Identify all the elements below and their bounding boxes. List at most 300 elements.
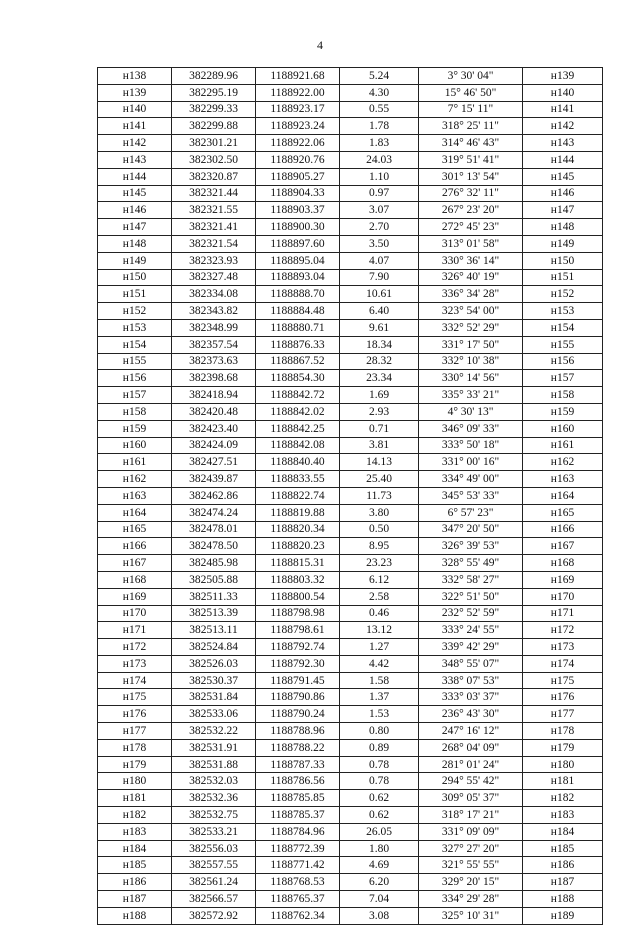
distance-cell: 10.61: [340, 286, 419, 303]
point-from-cell: н147: [98, 219, 172, 236]
point-to-cell: н189: [523, 907, 603, 924]
table-row: [98, 538, 603, 555]
point-from-cell: н145: [98, 185, 172, 202]
bearing-cell: 318° 25' 11": [419, 118, 523, 135]
y-coordinate-cell: 1188762.34: [256, 907, 340, 924]
point-from-cell: н177: [98, 723, 172, 740]
bearing-cell: 332° 10' 38": [419, 353, 523, 370]
table-row: [98, 739, 603, 756]
table-row: [98, 487, 603, 504]
bearing-cell: 348° 55' 07": [419, 655, 523, 672]
point-from-cell: н181: [98, 790, 172, 807]
table-row: [98, 639, 603, 656]
y-coordinate-cell: 1188800.54: [256, 588, 340, 605]
point-from-cell: н152: [98, 303, 172, 320]
y-coordinate-cell: 1188920.76: [256, 151, 340, 168]
x-coordinate-cell: 382532.03: [172, 773, 256, 790]
point-from-cell: н186: [98, 874, 172, 891]
x-coordinate-cell: 382505.88: [172, 571, 256, 588]
point-to-cell: н152: [523, 286, 603, 303]
distance-cell: 2.58: [340, 588, 419, 605]
point-to-cell: н180: [523, 756, 603, 773]
table-row: [98, 286, 603, 303]
distance-cell: 4.07: [340, 252, 419, 269]
distance-cell: 14.13: [340, 454, 419, 471]
table-row: [98, 403, 603, 420]
point-to-cell: н162: [523, 454, 603, 471]
bearing-cell: 294° 55' 42": [419, 773, 523, 790]
table-row: [98, 336, 603, 353]
table-row: [98, 437, 603, 454]
distance-cell: 23.23: [340, 555, 419, 572]
y-coordinate-cell: 1188785.85: [256, 790, 340, 807]
x-coordinate-cell: 382556.03: [172, 840, 256, 857]
y-coordinate-cell: 1188923.24: [256, 118, 340, 135]
x-coordinate-cell: 382323.93: [172, 252, 256, 269]
distance-cell: 0.62: [340, 807, 419, 824]
distance-cell: 3.80: [340, 504, 419, 521]
bearing-cell: 247° 16' 12": [419, 723, 523, 740]
y-coordinate-cell: 1188922.06: [256, 135, 340, 152]
y-coordinate-cell: 1188842.08: [256, 437, 340, 454]
table-row: [98, 672, 603, 689]
table-row: [98, 857, 603, 874]
distance-cell: 3.08: [340, 907, 419, 924]
x-coordinate-cell: 382295.19: [172, 84, 256, 101]
bearing-cell: 325° 10' 31": [419, 907, 523, 924]
bearing-cell: 335° 33' 21": [419, 387, 523, 404]
table-row: [98, 840, 603, 857]
y-coordinate-cell: 1188784.96: [256, 823, 340, 840]
x-coordinate-cell: 382533.21: [172, 823, 256, 840]
y-coordinate-cell: 1188893.04: [256, 269, 340, 286]
x-coordinate-cell: 382532.75: [172, 807, 256, 824]
distance-cell: 1.10: [340, 168, 419, 185]
point-from-cell: н162: [98, 471, 172, 488]
point-to-cell: н158: [523, 387, 603, 404]
x-coordinate-cell: 382373.63: [172, 353, 256, 370]
y-coordinate-cell: 1188785.37: [256, 807, 340, 824]
x-coordinate-cell: 382301.21: [172, 135, 256, 152]
y-coordinate-cell: 1188772.39: [256, 840, 340, 857]
bearing-cell: 7° 15' 11": [419, 101, 523, 118]
point-from-cell: н141: [98, 118, 172, 135]
x-coordinate-cell: 382398.68: [172, 370, 256, 387]
distance-cell: 0.78: [340, 756, 419, 773]
table-row: [98, 252, 603, 269]
point-from-cell: н172: [98, 639, 172, 656]
table-row: [98, 655, 603, 672]
point-to-cell: н186: [523, 857, 603, 874]
point-from-cell: н142: [98, 135, 172, 152]
distance-cell: 6.20: [340, 874, 419, 891]
table-row: [98, 269, 603, 286]
y-coordinate-cell: 1188790.24: [256, 706, 340, 723]
bearing-cell: 327° 27' 20": [419, 840, 523, 857]
table-row: [98, 151, 603, 168]
x-coordinate-cell: 382557.55: [172, 857, 256, 874]
y-coordinate-cell: 1188798.98: [256, 605, 340, 622]
x-coordinate-cell: 382533.06: [172, 706, 256, 723]
bearing-cell: 272° 45' 23": [419, 219, 523, 236]
point-from-cell: н140: [98, 101, 172, 118]
distance-cell: 0.71: [340, 420, 419, 437]
bearing-cell: 281° 01' 24": [419, 756, 523, 773]
x-coordinate-cell: 382531.91: [172, 739, 256, 756]
table-row: [98, 773, 603, 790]
distance-cell: 2.70: [340, 219, 419, 236]
point-from-cell: н153: [98, 319, 172, 336]
point-from-cell: н150: [98, 269, 172, 286]
table-row: [98, 521, 603, 538]
point-to-cell: н166: [523, 521, 603, 538]
x-coordinate-cell: 382532.22: [172, 723, 256, 740]
bearing-cell: 318° 17' 21": [419, 807, 523, 824]
bearing-cell: 326° 39' 53": [419, 538, 523, 555]
table-row: [98, 68, 603, 85]
bearing-cell: 333° 24' 55": [419, 622, 523, 639]
point-from-cell: н169: [98, 588, 172, 605]
point-to-cell: н151: [523, 269, 603, 286]
point-from-cell: н174: [98, 672, 172, 689]
y-coordinate-cell: 1188788.96: [256, 723, 340, 740]
x-coordinate-cell: 382418.94: [172, 387, 256, 404]
distance-cell: 1.69: [340, 387, 419, 404]
point-to-cell: н182: [523, 790, 603, 807]
point-to-cell: н159: [523, 403, 603, 420]
y-coordinate-cell: 1188904.33: [256, 185, 340, 202]
distance-cell: 5.24: [340, 68, 419, 85]
bearing-cell: 319° 51' 41": [419, 151, 523, 168]
point-from-cell: н180: [98, 773, 172, 790]
point-to-cell: н185: [523, 840, 603, 857]
bearing-cell: 334° 29' 28": [419, 891, 523, 908]
distance-cell: 26.05: [340, 823, 419, 840]
point-to-cell: н176: [523, 689, 603, 706]
distance-cell: 6.12: [340, 571, 419, 588]
x-coordinate-cell: 382348.99: [172, 319, 256, 336]
point-from-cell: н138: [98, 68, 172, 85]
point-to-cell: н184: [523, 823, 603, 840]
point-to-cell: н150: [523, 252, 603, 269]
y-coordinate-cell: 1188820.34: [256, 521, 340, 538]
point-from-cell: н164: [98, 504, 172, 521]
point-from-cell: н171: [98, 622, 172, 639]
table-row: [98, 235, 603, 252]
point-from-cell: н167: [98, 555, 172, 572]
bearing-cell: 3° 30' 04": [419, 68, 523, 85]
table-row: [98, 756, 603, 773]
point-from-cell: н144: [98, 168, 172, 185]
distance-cell: 0.80: [340, 723, 419, 740]
distance-cell: 8.95: [340, 538, 419, 555]
point-to-cell: н178: [523, 723, 603, 740]
point-to-cell: н173: [523, 639, 603, 656]
point-from-cell: н184: [98, 840, 172, 857]
x-coordinate-cell: 382531.84: [172, 689, 256, 706]
bearing-cell: 301° 13' 54": [419, 168, 523, 185]
table-row: [98, 907, 603, 924]
x-coordinate-cell: 382334.08: [172, 286, 256, 303]
distance-cell: 0.97: [340, 185, 419, 202]
y-coordinate-cell: 1188921.68: [256, 68, 340, 85]
x-coordinate-cell: 382320.87: [172, 168, 256, 185]
x-coordinate-cell: 382513.39: [172, 605, 256, 622]
point-to-cell: н183: [523, 807, 603, 824]
point-from-cell: н188: [98, 907, 172, 924]
distance-cell: 6.40: [340, 303, 419, 320]
distance-cell: 7.90: [340, 269, 419, 286]
table-row: [98, 387, 603, 404]
point-from-cell: н165: [98, 521, 172, 538]
y-coordinate-cell: 1188788.22: [256, 739, 340, 756]
y-coordinate-cell: 1188803.32: [256, 571, 340, 588]
point-to-cell: н175: [523, 672, 603, 689]
x-coordinate-cell: 382439.87: [172, 471, 256, 488]
bearing-cell: 345° 53' 33": [419, 487, 523, 504]
bearing-cell: 331° 00' 16": [419, 454, 523, 471]
y-coordinate-cell: 1188771.42: [256, 857, 340, 874]
bearing-cell: 323° 54' 00": [419, 303, 523, 320]
y-coordinate-cell: 1188854.30: [256, 370, 340, 387]
point-to-cell: н171: [523, 605, 603, 622]
distance-cell: 25.40: [340, 471, 419, 488]
point-from-cell: н170: [98, 605, 172, 622]
distance-cell: 1.78: [340, 118, 419, 135]
point-to-cell: н139: [523, 68, 603, 85]
x-coordinate-cell: 382321.41: [172, 219, 256, 236]
point-to-cell: н156: [523, 353, 603, 370]
point-to-cell: н145: [523, 168, 603, 185]
point-to-cell: н177: [523, 706, 603, 723]
bearing-cell: 236° 43' 30": [419, 706, 523, 723]
bearing-cell: 339° 42' 29": [419, 639, 523, 656]
x-coordinate-cell: 382289.96: [172, 68, 256, 85]
point-to-cell: н188: [523, 891, 603, 908]
point-from-cell: н158: [98, 403, 172, 420]
table-row: [98, 689, 603, 706]
distance-cell: 0.46: [340, 605, 419, 622]
point-to-cell: н157: [523, 370, 603, 387]
y-coordinate-cell: 1188786.56: [256, 773, 340, 790]
x-coordinate-cell: 382462.86: [172, 487, 256, 504]
point-from-cell: н155: [98, 353, 172, 370]
x-coordinate-cell: 382532.36: [172, 790, 256, 807]
x-coordinate-cell: 382566.57: [172, 891, 256, 908]
point-from-cell: н175: [98, 689, 172, 706]
point-to-cell: н179: [523, 739, 603, 756]
point-from-cell: н183: [98, 823, 172, 840]
distance-cell: 0.55: [340, 101, 419, 118]
table-row: [98, 807, 603, 824]
point-from-cell: н173: [98, 655, 172, 672]
x-coordinate-cell: 382530.37: [172, 672, 256, 689]
distance-cell: 9.61: [340, 319, 419, 336]
table-row: [98, 454, 603, 471]
x-coordinate-cell: 382485.98: [172, 555, 256, 572]
table-row: [98, 605, 603, 622]
y-coordinate-cell: 1188820.23: [256, 538, 340, 555]
x-coordinate-cell: 382561.24: [172, 874, 256, 891]
table-row: [98, 118, 603, 135]
point-from-cell: н176: [98, 706, 172, 723]
y-coordinate-cell: 1188790.86: [256, 689, 340, 706]
point-from-cell: н187: [98, 891, 172, 908]
y-coordinate-cell: 1188792.74: [256, 639, 340, 656]
table-row: [98, 588, 603, 605]
x-coordinate-cell: 382321.54: [172, 235, 256, 252]
y-coordinate-cell: 1188792.30: [256, 655, 340, 672]
table-row: [98, 622, 603, 639]
point-to-cell: н170: [523, 588, 603, 605]
point-from-cell: н179: [98, 756, 172, 773]
point-to-cell: н148: [523, 219, 603, 236]
x-coordinate-cell: 382478.01: [172, 521, 256, 538]
y-coordinate-cell: 1188876.33: [256, 336, 340, 353]
distance-cell: 0.62: [340, 790, 419, 807]
bearing-cell: 333° 03' 37": [419, 689, 523, 706]
distance-cell: 3.50: [340, 235, 419, 252]
distance-cell: 24.03: [340, 151, 419, 168]
y-coordinate-cell: 1188833.55: [256, 471, 340, 488]
y-coordinate-cell: 1188791.45: [256, 672, 340, 689]
bearing-cell: 15° 46' 50": [419, 84, 523, 101]
x-coordinate-cell: 382321.44: [172, 185, 256, 202]
point-to-cell: н144: [523, 151, 603, 168]
point-from-cell: н139: [98, 84, 172, 101]
point-to-cell: н187: [523, 874, 603, 891]
point-from-cell: н178: [98, 739, 172, 756]
y-coordinate-cell: 1188884.48: [256, 303, 340, 320]
x-coordinate-cell: 382343.82: [172, 303, 256, 320]
table-row: [98, 185, 603, 202]
distance-cell: 11.73: [340, 487, 419, 504]
distance-cell: 1.27: [340, 639, 419, 656]
point-to-cell: н167: [523, 538, 603, 555]
distance-cell: 18.34: [340, 336, 419, 353]
bearing-cell: 313° 01' 58": [419, 235, 523, 252]
bearing-cell: 326° 40' 19": [419, 269, 523, 286]
point-from-cell: н185: [98, 857, 172, 874]
bearing-cell: 333° 50' 18": [419, 437, 523, 454]
distance-cell: 3.07: [340, 202, 419, 219]
point-to-cell: н140: [523, 84, 603, 101]
x-coordinate-cell: 382524.84: [172, 639, 256, 656]
x-coordinate-cell: 382321.55: [172, 202, 256, 219]
y-coordinate-cell: 1188765.37: [256, 891, 340, 908]
table-row: [98, 555, 603, 572]
bearing-cell: 331° 17' 50": [419, 336, 523, 353]
point-to-cell: н153: [523, 303, 603, 320]
y-coordinate-cell: 1188867.52: [256, 353, 340, 370]
point-from-cell: н166: [98, 538, 172, 555]
y-coordinate-cell: 1188888.70: [256, 286, 340, 303]
distance-cell: 4.30: [340, 84, 419, 101]
bearing-cell: 332° 58' 27": [419, 571, 523, 588]
point-from-cell: н143: [98, 151, 172, 168]
table-row: [98, 303, 603, 320]
point-to-cell: н142: [523, 118, 603, 135]
bearing-cell: 330° 36' 14": [419, 252, 523, 269]
x-coordinate-cell: 382511.33: [172, 588, 256, 605]
point-to-cell: н172: [523, 622, 603, 639]
x-coordinate-cell: 382299.33: [172, 101, 256, 118]
point-to-cell: н163: [523, 471, 603, 488]
table-row: [98, 353, 603, 370]
point-from-cell: н160: [98, 437, 172, 454]
point-from-cell: н168: [98, 571, 172, 588]
table-row: [98, 706, 603, 723]
point-to-cell: н147: [523, 202, 603, 219]
bearing-cell: 321° 55' 55": [419, 857, 523, 874]
point-to-cell: н143: [523, 135, 603, 152]
bearing-cell: 332° 52' 29": [419, 319, 523, 336]
bearing-cell: 267° 23' 20": [419, 202, 523, 219]
y-coordinate-cell: 1188905.27: [256, 168, 340, 185]
point-from-cell: н156: [98, 370, 172, 387]
bearing-cell: 329° 20' 15": [419, 874, 523, 891]
y-coordinate-cell: 1188922.00: [256, 84, 340, 101]
distance-cell: 1.83: [340, 135, 419, 152]
point-from-cell: н163: [98, 487, 172, 504]
point-from-cell: н157: [98, 387, 172, 404]
table-body: [98, 68, 603, 925]
x-coordinate-cell: 382427.51: [172, 454, 256, 471]
x-coordinate-cell: 382420.48: [172, 403, 256, 420]
bearing-cell: 4° 30' 13": [419, 403, 523, 420]
point-from-cell: н161: [98, 454, 172, 471]
x-coordinate-cell: 382526.03: [172, 655, 256, 672]
table-row: [98, 101, 603, 118]
point-to-cell: н155: [523, 336, 603, 353]
x-coordinate-cell: 382302.50: [172, 151, 256, 168]
bearing-cell: 328° 55' 49": [419, 555, 523, 572]
coordinates-table: [97, 67, 603, 925]
table-row: [98, 219, 603, 236]
distance-cell: 3.81: [340, 437, 419, 454]
point-from-cell: н146: [98, 202, 172, 219]
table-row: [98, 823, 603, 840]
x-coordinate-cell: 382531.88: [172, 756, 256, 773]
bearing-cell: 314° 46' 43": [419, 135, 523, 152]
bearing-cell: 232° 52' 59": [419, 605, 523, 622]
distance-cell: 0.89: [340, 739, 419, 756]
distance-cell: 13.12: [340, 622, 419, 639]
bearing-cell: 334° 49' 00": [419, 471, 523, 488]
y-coordinate-cell: 1188798.61: [256, 622, 340, 639]
point-from-cell: н151: [98, 286, 172, 303]
point-to-cell: н181: [523, 773, 603, 790]
distance-cell: 0.78: [340, 773, 419, 790]
x-coordinate-cell: 382478.50: [172, 538, 256, 555]
y-coordinate-cell: 1188815.31: [256, 555, 340, 572]
table-row: [98, 202, 603, 219]
bearing-cell: 330° 14' 56": [419, 370, 523, 387]
point-to-cell: н164: [523, 487, 603, 504]
y-coordinate-cell: 1188895.04: [256, 252, 340, 269]
point-to-cell: н154: [523, 319, 603, 336]
x-coordinate-cell: 382424.09: [172, 437, 256, 454]
point-from-cell: н149: [98, 252, 172, 269]
point-to-cell: н141: [523, 101, 603, 118]
y-coordinate-cell: 1188822.74: [256, 487, 340, 504]
y-coordinate-cell: 1188880.71: [256, 319, 340, 336]
bearing-cell: 347° 20' 50": [419, 521, 523, 538]
bearing-cell: 276° 32' 11": [419, 185, 523, 202]
point-from-cell: н148: [98, 235, 172, 252]
x-coordinate-cell: 382299.88: [172, 118, 256, 135]
point-to-cell: н168: [523, 555, 603, 572]
